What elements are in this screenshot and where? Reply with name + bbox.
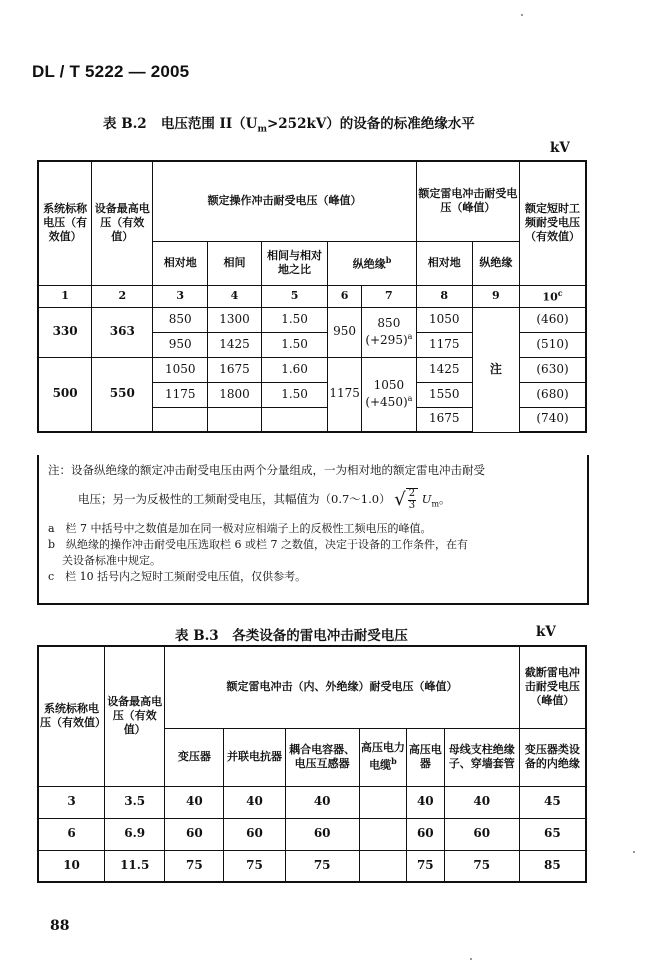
note-main-line1: 注：设备纵绝缘的额定冲击耐受电压由两个分量组成，一为相对地的额定雷电冲击耐受 (48, 463, 485, 477)
sqrt-symbol: √ (394, 488, 406, 510)
table-b3-title: 表 B.3 各类设备的雷电冲击耐受电压 (175, 628, 408, 644)
longitudinal-col7-bracket: (+295) (365, 332, 408, 347)
b3-cell: 40 (407, 786, 445, 818)
b3-header-transformer: 变压器 (165, 728, 224, 786)
longitudinal-col7-value: 850 (377, 315, 401, 330)
sw-phase-ground (153, 407, 208, 432)
b3-cell: 45 (519, 786, 586, 818)
table-b2-title (103, 112, 475, 135)
b3-cell (359, 818, 406, 850)
col-number-10-sup: c (557, 287, 563, 298)
ratio: 1.50 (261, 382, 327, 407)
b3-header-reactor: 并联电抗器 (224, 728, 285, 786)
b3-cell: 60 (224, 818, 285, 850)
b3-cell: 75 (407, 850, 445, 882)
max-voltage-550: 550 (92, 357, 153, 432)
header-switching-impulse: 额定操作冲击耐受电压（峰值） (153, 161, 416, 241)
col-number: 3 (153, 285, 208, 307)
b3-cell: 60 (407, 818, 445, 850)
scan-speck (521, 14, 523, 16)
note-main-var-sub: m (431, 499, 440, 509)
short-time-value: (630) (520, 357, 586, 382)
header-lightning-impulse: 额定雷电冲击耐受电压（峰值） (416, 161, 519, 241)
nominal-voltage-330: 330 (38, 307, 92, 357)
b3-header-coupling: 耦合电容器、电压互感器 (285, 728, 359, 786)
header-li-longitudinal: 纵绝缘 (472, 241, 519, 285)
header-short-time: 额定短时工频耐受电压（有效值） (520, 161, 586, 285)
table-b2-title-sub: m (257, 124, 267, 135)
sqrt-radicand (406, 488, 418, 511)
b3-cell: 3.5 (105, 786, 165, 818)
short-time-value: (510) (520, 332, 586, 357)
table-b2-number: 表 B.2 (103, 116, 147, 132)
longitudinal-col6: 1175 (328, 357, 362, 432)
b3-header-nominal: 系统标称电压（有效值） (38, 646, 105, 786)
li-phase-ground: 1675 (416, 407, 472, 432)
col-number: 7 (361, 285, 416, 307)
longitudinal-col7-sup: a (407, 393, 413, 403)
b3-cell: 60 (165, 818, 224, 850)
b3-header-cable-sup: b (391, 755, 397, 766)
fraction-denominator: 3 (408, 499, 416, 511)
header-nominal-voltage: 系统标称电压（有效值） (38, 161, 92, 285)
b3-header-transformer-inner: 变压器类设备的内绝缘 (519, 728, 586, 786)
b3-cell: 75 (165, 850, 224, 882)
header-phase-ground: 相对地 (153, 241, 208, 285)
note-main-line2-text: 电压；另一为反极性的工频耐受电压，其幅值为（0.7～1.0） (78, 491, 391, 506)
b3-cell (359, 850, 406, 882)
ratio: 1.50 (261, 332, 327, 357)
sw-phase-phase: 1300 (208, 307, 262, 332)
b3-header-cable-label: 高压电力电缆 (360, 741, 405, 772)
b3-cell: 6.9 (105, 818, 165, 850)
longitudinal-col7-value: 1050 (373, 378, 405, 393)
longitudinal-col7 (361, 307, 416, 357)
note-b-line1: b 纵绝缘的操作冲击耐受电压选取栏 6 或栏 7 之数值，决定于设备的工作条件，在有 (48, 537, 469, 551)
table-b2 (37, 160, 587, 433)
col-number-10: 10 (542, 290, 558, 304)
short-time-value: (680) (520, 382, 586, 407)
col-number (520, 285, 586, 307)
b3-header-hv-apparatus: 高压电器 (407, 728, 445, 786)
b3-cell: 75 (224, 850, 285, 882)
b3-cell: 85 (519, 850, 586, 882)
longitudinal-col7-sup: a (407, 331, 413, 341)
nominal-voltage-500: 500 (38, 357, 92, 432)
header-longitudinal-label: 纵绝缘 (352, 257, 386, 271)
b3-header-chopped: 截断雷电冲击耐受电压（峰值） (519, 646, 586, 728)
ratio: 1.60 (261, 357, 327, 382)
fraction-numerator: 2 (408, 488, 416, 500)
col-number: 1 (38, 285, 92, 307)
table-b2-title-suffix: >252kV）的设备的标准绝缘水平 (266, 116, 475, 132)
b3-cell: 60 (285, 818, 359, 850)
col-number: 5 (261, 285, 327, 307)
scan-speck (470, 958, 472, 960)
sw-phase-phase: 1425 (208, 332, 262, 357)
longitudinal-col6: 950 (328, 307, 362, 357)
b3-cell (359, 786, 406, 818)
max-voltage-363: 363 (92, 307, 153, 357)
header-max-voltage: 设备最高电压（有效值） (92, 161, 153, 285)
b3-cell: 60 (444, 818, 519, 850)
header-li-phase-ground: 相对地 (416, 241, 472, 285)
b3-cell: 40 (224, 786, 285, 818)
li-phase-ground: 1050 (416, 307, 472, 332)
table-b2-notes (48, 462, 600, 585)
note-c: c 栏 10 括号内之短时工频耐受电压值，仅供参考。 (48, 569, 307, 583)
note-main-tail: 。 (439, 491, 451, 506)
note-a: a 栏 7 中括号中之数值是加在同一极对应相端子上的反极性工频电压的峰值。 (48, 521, 432, 535)
longitudinal-col7-bracket: (+450) (365, 394, 408, 409)
li-phase-ground: 1425 (416, 357, 472, 382)
note-main-line2 (78, 487, 600, 513)
li-longitudinal-note: 注 (472, 307, 519, 432)
b3-cell: 65 (519, 818, 586, 850)
header-ratio: 相间与相对地之比 (261, 241, 327, 285)
ratio (261, 407, 327, 432)
short-time-value: (740) (520, 407, 586, 432)
sw-phase-ground: 850 (153, 307, 208, 332)
b3-cell: 3 (38, 786, 105, 818)
b3-cell: 40 (444, 786, 519, 818)
header-longitudinal (328, 241, 417, 285)
ratio: 1.50 (261, 307, 327, 332)
col-number: 9 (472, 285, 519, 307)
table-b2-title-text: 电压范围 II（U (160, 116, 258, 132)
header-phase-phase: 相间 (208, 241, 262, 285)
b3-header-group: 额定雷电冲击（内、外绝缘）耐受电压（峰值） (165, 646, 520, 728)
sw-phase-ground: 950 (153, 332, 208, 357)
fraction (408, 489, 416, 511)
b3-header-max: 设备最高电压（有效值） (105, 646, 165, 786)
b3-cell: 75 (285, 850, 359, 882)
col-number: 4 (208, 285, 262, 307)
b3-cell: 40 (285, 786, 359, 818)
b3-cell: 40 (165, 786, 224, 818)
scan-speck (633, 851, 635, 853)
b3-cell: 10 (38, 850, 105, 882)
sw-phase-ground: 1050 (153, 357, 208, 382)
longitudinal-col7 (361, 357, 416, 432)
b3-header-bus-support: 母线支柱绝缘子、穿墙套管 (444, 728, 519, 786)
b3-header-cable (359, 728, 406, 786)
sw-phase-ground: 1175 (153, 382, 208, 407)
page-number: 88 (50, 918, 70, 934)
note-main-var: U (421, 491, 432, 506)
header-longitudinal-sup: b (385, 254, 392, 265)
li-phase-ground: 1550 (416, 382, 472, 407)
sw-phase-phase: 1800 (208, 382, 262, 407)
col-number: 6 (328, 285, 362, 307)
table-b3 (37, 645, 587, 883)
col-number: 2 (92, 285, 153, 307)
table-b3-unit: kV (536, 624, 556, 640)
document-header: DL / T 5222 — 2005 (32, 62, 190, 81)
note-b-line2: 关设备标准中规定。 (62, 553, 161, 567)
table-b2-unit: kV (550, 140, 570, 156)
b3-cell: 75 (444, 850, 519, 882)
short-time-value: (460) (520, 307, 586, 332)
sw-phase-phase (208, 407, 262, 432)
sw-phase-phase: 1675 (208, 357, 262, 382)
col-number: 8 (416, 285, 472, 307)
b3-cell: 11.5 (105, 850, 165, 882)
b3-cell: 6 (38, 818, 105, 850)
li-phase-ground: 1175 (416, 332, 472, 357)
